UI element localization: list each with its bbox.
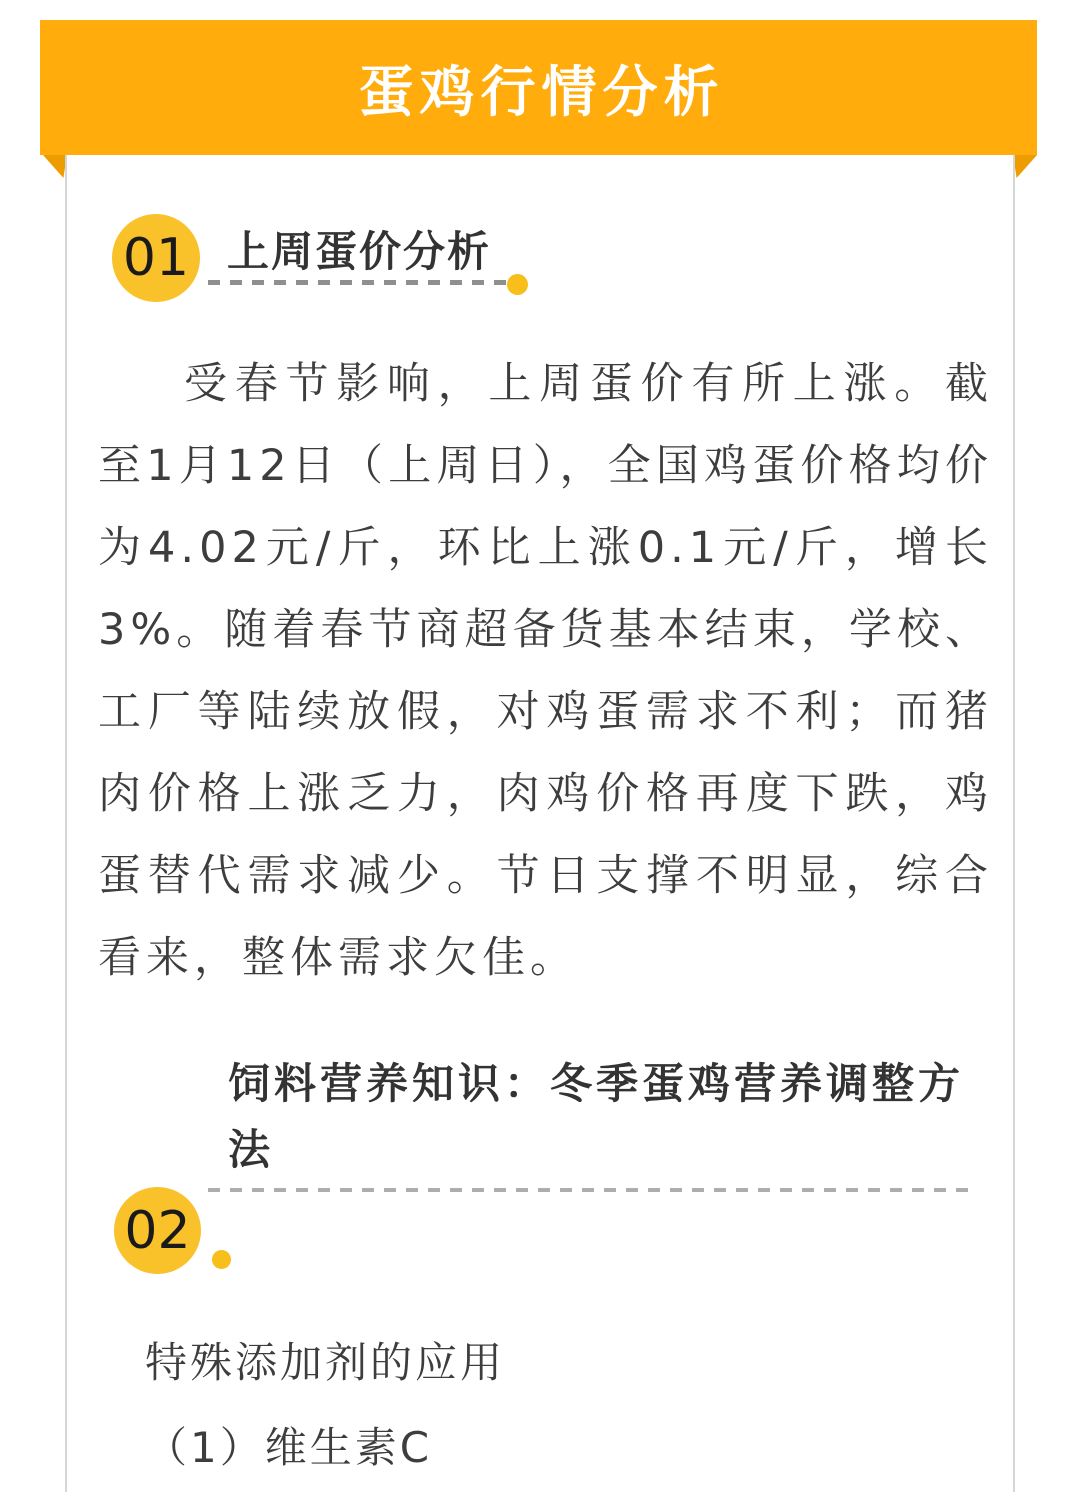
subtopic-item: 特殊添加剂的应用 [145, 1338, 506, 1387]
section-title-01: 上周蛋价分析 [227, 227, 492, 276]
subtopic-item: （1）维生素C [145, 1423, 433, 1472]
divider-dot-01 [507, 274, 528, 295]
header-banner [40, 20, 1037, 155]
section-badge-01 [112, 214, 200, 302]
analysis-paragraph: 受春节影响，上周蛋价有所上涨。截至1月12日（上周日），全国鸡蛋价格均价为4.02元/斤，环比上涨0.1元/斤，增长3%。随着春节商超备货基本结束，学校、工厂等陆续放假，对鸡蛋需求不利；而猪肉价格上涨乏力，肉鸡价格再度下跌，鸡蛋替代需求减少。节日支撑不明显，综合看来，整体需求欠佳。 [98, 359, 993, 983]
dashed-divider-01 [208, 280, 508, 285]
banner-fold-right [1013, 155, 1037, 178]
dashed-divider-02 [208, 1188, 973, 1192]
section-title-02: 饲料营养知识：冬季蛋鸡营养调整方法 [228, 1059, 965, 1174]
page-title: 蛋鸡行情分析 [358, 60, 725, 124]
divider-dot-02 [212, 1250, 231, 1269]
section-badge-02 [114, 1187, 201, 1274]
banner-fold-left [43, 155, 67, 178]
badge-number-01: 01 [122, 228, 190, 288]
subtopic-list [145, 1320, 985, 1490]
badge-number-02: 02 [124, 1200, 191, 1261]
